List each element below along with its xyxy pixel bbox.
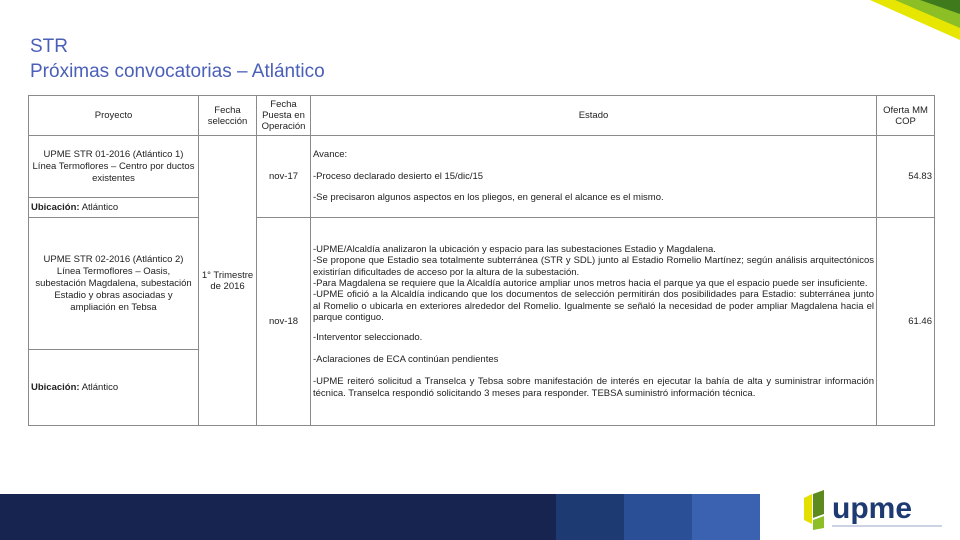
- footer-segment: [0, 494, 556, 540]
- logo-mark-icon: [804, 490, 824, 530]
- ubicacion-label: Ubicación:: [31, 201, 80, 213]
- row2-estado-line: -Aclaraciones de ECA continúan pendientes: [313, 354, 499, 366]
- row1-proyecto: UPME STR 01-2016 (Atlántico 1) Línea Termoflores – Centro por ductos existentes: [29, 136, 199, 198]
- row1-estado: [311, 136, 877, 218]
- row1-estado-line: Avance:: [313, 149, 348, 161]
- title-line-2: Próximas convocatorias – Atlántico: [30, 61, 325, 82]
- title-line-1: STR: [30, 36, 68, 57]
- header-estado: Estado: [311, 96, 877, 136]
- row2-oferta: 61.46: [877, 218, 935, 426]
- row2-estado-line: -Se propone que Estadio sea totalmente subterránea (STR y SDL) junto al Estadio Romelio Martínez; según análisis arquitectónicos existirían dificultades de acceso por la altura de la subestación.: [313, 255, 874, 278]
- row2-estado: [311, 218, 877, 426]
- table-row: [29, 136, 935, 198]
- corner-decoration: [810, 0, 960, 40]
- header-oferta: Oferta MM COP: [877, 96, 935, 136]
- page-title: [30, 34, 325, 84]
- ubicacion-label: Ubicación:: [31, 381, 80, 393]
- row2-proyecto: UPME STR 02-2016 (Atlántico 2) Línea Termoflores – Oasis, subestación Magdalena, subestación Estadio y obras asociadas y ampliación en Tebsa: [29, 218, 199, 350]
- row1-oferta: 54.83: [877, 136, 935, 218]
- header-proyecto: Proyecto: [29, 96, 199, 136]
- footer-segment: [556, 494, 624, 540]
- row1-ubicacion: [29, 198, 199, 218]
- row2-ubicacion: [29, 350, 199, 426]
- upme-logo: [796, 484, 946, 534]
- row2-estado-line: -Para Magdalena se requiere que la Alcaldía autorice ampliar unos metros hacia el parque ya que el espacio puede ser insuficiente.: [313, 277, 868, 289]
- footer-segment: [624, 494, 692, 540]
- row1-estado-line: -Se precisaron algunos aspectos en los pliegos, en general el alcance es el mismo.: [313, 192, 664, 204]
- row1-estado-line: -Proceso declarado desierto el 15/dic/15: [313, 170, 484, 182]
- row2-estado-line: -Interventor seleccionado.: [313, 331, 423, 343]
- header-fecha-seleccion: Fecha selección: [199, 96, 257, 136]
- convocatorias-table: [28, 95, 935, 426]
- row2-estado-line: -UPME ofició a la Alcaldía indicando que los documentos de selección permitirán dos posibilidades para Estadio: subterránea junto al Romelio o ubicarla en exteriores alrededor del Romelio. Igualmente se señaló la necesidad de poder ampliar Magdalena hacia el parque contiguo.: [313, 289, 874, 324]
- header-fecha-puesta: Fecha Puesta en Operación: [257, 96, 311, 136]
- row2-estado-line: -UPME/Alcaldía analizaron la ubicación y espacio para las subestaciones Estadio y Magdalena.: [313, 243, 716, 255]
- row2-estado-line: -UPME reiteró solicitud a Transelca y Tebsa sobre manifestación de interés en ejecutar la bahía de alta y suministrar información técnica. Transelca respondió solicitando 3 meses para responder. TEBSA suministró información técnica.: [313, 376, 874, 399]
- row1-fecha-puesta: nov-17: [257, 136, 311, 218]
- footer-segment: [692, 494, 760, 540]
- ubicacion-value: Atlántico: [81, 381, 119, 393]
- fecha-seleccion-cell: 1° Trimestre de 2016: [199, 136, 257, 426]
- row2-fecha-puesta: nov-18: [257, 218, 311, 426]
- table-header-row: [29, 96, 935, 136]
- logo-text: upme: [832, 492, 913, 525]
- table-row: [29, 218, 935, 350]
- ubicacion-value: Atlántico: [81, 201, 119, 213]
